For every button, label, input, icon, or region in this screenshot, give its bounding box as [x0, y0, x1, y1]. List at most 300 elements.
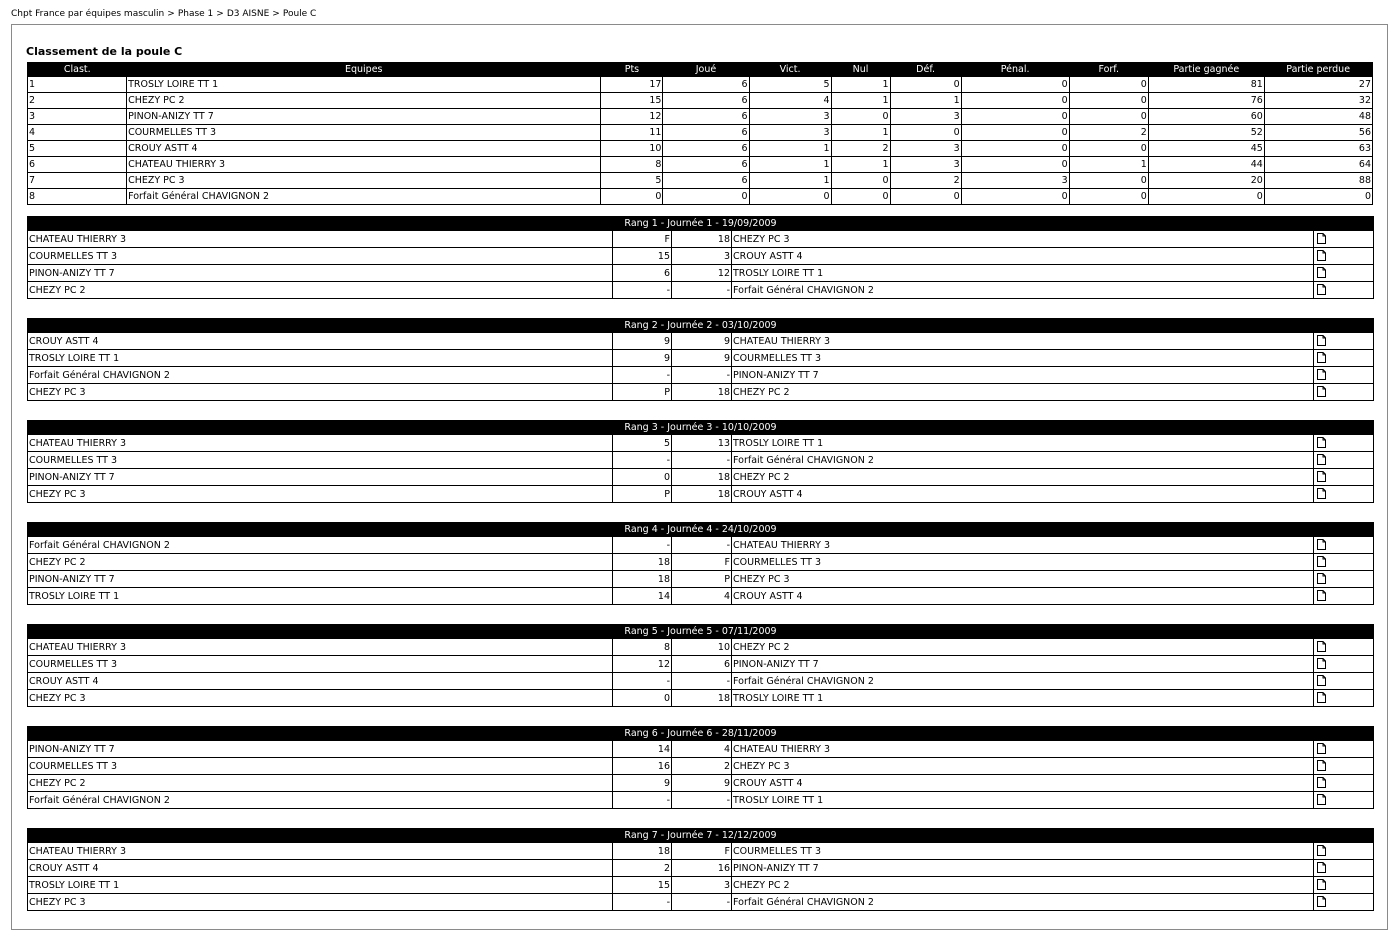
away-score: 3	[672, 877, 732, 894]
team-name-cell: PINON-ANIZY TT 7	[127, 109, 601, 125]
home-team: CROUY ASTT 4	[28, 860, 613, 877]
breadcrumb-item: Poule C	[282, 9, 317, 19]
away-team: Forfait Général CHAVIGNON 2	[732, 673, 1314, 690]
match-row	[28, 469, 1374, 486]
away-team: TROSLY LOIRE TT 1	[732, 265, 1314, 282]
ranking-value-cell: 0	[1069, 93, 1148, 109]
table-row	[28, 157, 1373, 173]
ranking-value-cell: 3	[28, 109, 127, 125]
ranking-value-cell: 20	[1148, 173, 1264, 189]
home-team: CHATEAU THIERRY 3	[28, 639, 613, 656]
round-table	[27, 726, 1374, 809]
ranking-header-cell: Pénal.	[961, 63, 1069, 77]
away-score: 3	[672, 248, 732, 265]
ranking-value-cell: 44	[1148, 157, 1264, 173]
home-score: -	[613, 282, 672, 299]
ranking-value-cell: 10	[601, 141, 663, 157]
match-sheet-cell[interactable]	[1314, 469, 1374, 486]
ranking-value-cell: 0	[831, 109, 890, 125]
away-team: Forfait Général CHAVIGNON 2	[732, 282, 1314, 299]
ranking-value-cell: 4	[28, 125, 127, 141]
home-score: 6	[613, 265, 672, 282]
match-row	[28, 486, 1374, 503]
ranking-header-cell: Nul	[831, 63, 890, 77]
ranking-value-cell: 4	[749, 93, 831, 109]
away-score: F	[672, 554, 732, 571]
match-sheet-cell[interactable]	[1314, 860, 1374, 877]
ranking-value-cell: 1	[831, 157, 890, 173]
ranking-value-cell: 2	[28, 93, 127, 109]
match-row	[28, 554, 1374, 571]
ranking-value-cell: 76	[1148, 93, 1264, 109]
away-score: F	[672, 843, 732, 860]
away-team: CHEZY PC 2	[732, 469, 1314, 486]
away-score: 13	[672, 435, 732, 452]
home-team: COURMELLES TT 3	[28, 656, 613, 673]
match-sheet-cell[interactable]	[1314, 486, 1374, 503]
match-sheet-cell[interactable]	[1314, 554, 1374, 571]
table-row	[28, 93, 1373, 109]
away-score: 2	[672, 758, 732, 775]
home-score: 9	[613, 775, 672, 792]
ranking-value-cell: 2	[831, 141, 890, 157]
ranking-value-cell: 0	[961, 157, 1069, 173]
breadcrumb-separator: >	[216, 9, 224, 19]
table-row	[28, 77, 1373, 93]
home-team: CHATEAU THIERRY 3	[28, 231, 613, 248]
ranking-value-cell: 11	[601, 125, 663, 141]
ranking-value-cell: 3	[890, 157, 961, 173]
home-score: F	[613, 231, 672, 248]
home-team: COURMELLES TT 3	[28, 452, 613, 469]
ranking-value-cell: 5	[749, 77, 831, 93]
ranking-value-cell: 0	[961, 93, 1069, 109]
match-row	[28, 367, 1374, 384]
away-score: -	[672, 537, 732, 554]
match-sheet-cell[interactable]	[1314, 741, 1374, 758]
ranking-value-cell: 0	[890, 189, 961, 205]
ranking-value-cell: 12	[601, 109, 663, 125]
round-header-row	[28, 523, 1374, 537]
match-row	[28, 894, 1374, 911]
home-score: 15	[613, 877, 672, 894]
breadcrumb-item[interactable]: Phase 1	[177, 9, 214, 19]
away-team: TROSLY LOIRE TT 1	[732, 690, 1314, 707]
away-team: COURMELLES TT 3	[732, 843, 1314, 860]
home-score: 18	[613, 554, 672, 571]
ranking-value-cell: 3	[890, 141, 961, 157]
ranking-header-cell: Forf.	[1069, 63, 1148, 77]
home-score: 8	[613, 639, 672, 656]
away-team: CHEZY PC 2	[732, 877, 1314, 894]
team-name-cell: CROUY ASTT 4	[127, 141, 601, 157]
ranking-value-cell: 0	[601, 189, 663, 205]
match-sheet-cell[interactable]	[1314, 690, 1374, 707]
away-score: 4	[672, 741, 732, 758]
home-team: COURMELLES TT 3	[28, 248, 613, 265]
ranking-value-cell: 1	[890, 93, 961, 109]
match-sheet-cell[interactable]	[1314, 758, 1374, 775]
ranking-value-cell: 88	[1264, 173, 1372, 189]
home-team: CHATEAU THIERRY 3	[28, 843, 613, 860]
ranking-value-cell: 0	[663, 189, 749, 205]
round-title: Rang 5 - Journée 5 - 07/11/2009	[28, 625, 1374, 639]
match-row	[28, 282, 1374, 299]
match-sheet-cell[interactable]	[1314, 775, 1374, 792]
ranking-value-cell: 2	[890, 173, 961, 189]
home-team: Forfait Général CHAVIGNON 2	[28, 537, 613, 554]
away-team: CHEZY PC 3	[732, 571, 1314, 588]
home-team: CROUY ASTT 4	[28, 673, 613, 690]
match-row	[28, 673, 1374, 690]
away-score: 9	[672, 333, 732, 350]
away-team: Forfait Général CHAVIGNON 2	[732, 894, 1314, 911]
table-row	[28, 173, 1373, 189]
home-team: CROUY ASTT 4	[28, 333, 613, 350]
away-team: CHEZY PC 3	[732, 231, 1314, 248]
match-sheet-cell[interactable]	[1314, 639, 1374, 656]
ranking-header-cell: Partie gagnée	[1148, 63, 1264, 77]
match-row	[28, 775, 1374, 792]
ranking-value-cell: 0	[890, 125, 961, 141]
away-team: CHATEAU THIERRY 3	[732, 333, 1314, 350]
away-team: CROUY ASTT 4	[732, 588, 1314, 605]
breadcrumb-separator: >	[272, 9, 280, 19]
match-sheet-cell[interactable]	[1314, 333, 1374, 350]
match-row	[28, 435, 1374, 452]
round-header-row	[28, 829, 1374, 843]
match-row	[28, 571, 1374, 588]
ranking-value-cell: 0	[831, 189, 890, 205]
home-score: 14	[613, 741, 672, 758]
round-table	[27, 828, 1374, 911]
round-header-row	[28, 727, 1374, 741]
match-row	[28, 384, 1374, 401]
ranking-value-cell: 0	[1264, 189, 1372, 205]
match-sheet-cell[interactable]	[1314, 894, 1374, 911]
home-score: 2	[613, 860, 672, 877]
home-team: CHEZY PC 3	[28, 690, 613, 707]
table-row	[28, 189, 1373, 205]
home-score: -	[613, 537, 672, 554]
match-row	[28, 843, 1374, 860]
match-row	[28, 639, 1374, 656]
ranking-value-cell: 6	[663, 157, 749, 173]
match-sheet-cell[interactable]	[1314, 537, 1374, 554]
away-team: TROSLY LOIRE TT 1	[732, 792, 1314, 809]
breadcrumb-item[interactable]: Chpt France par équipes masculin	[11, 9, 165, 19]
match-sheet-cell[interactable]	[1314, 571, 1374, 588]
match-row	[28, 231, 1374, 248]
ranking-value-cell: 3	[749, 109, 831, 125]
ranking-header-cell: Equipes	[127, 63, 601, 77]
ranking-value-cell: 0	[1148, 189, 1264, 205]
ranking-value-cell: 1	[1069, 157, 1148, 173]
team-name-cell: CHATEAU THIERRY 3	[127, 157, 601, 173]
away-team: PINON-ANIZY TT 7	[732, 367, 1314, 384]
round-title: Rang 3 - Journée 3 - 10/10/2009	[28, 421, 1374, 435]
away-team: CHEZY PC 3	[732, 758, 1314, 775]
match-sheet-cell[interactable]	[1314, 367, 1374, 384]
match-sheet-cell[interactable]	[1314, 877, 1374, 894]
ranking-value-cell: 0	[961, 141, 1069, 157]
ranking-value-cell: 0	[1069, 189, 1148, 205]
away-score: -	[672, 452, 732, 469]
round-table	[27, 624, 1374, 707]
team-name-cell: CHEZY PC 2	[127, 93, 601, 109]
ranking-value-cell: 3	[749, 125, 831, 141]
round-header-row	[28, 319, 1374, 333]
ranking-value-cell: 6	[663, 125, 749, 141]
home-team: CHEZY PC 2	[28, 554, 613, 571]
breadcrumb	[11, 9, 316, 19]
away-score: -	[672, 792, 732, 809]
ranking-value-cell: 56	[1264, 125, 1372, 141]
ranking-value-cell: 5	[601, 173, 663, 189]
home-score: 15	[613, 248, 672, 265]
match-sheet-cell[interactable]	[1314, 384, 1374, 401]
ranking-header-cell: Déf.	[890, 63, 961, 77]
ranking-value-cell: 6	[663, 93, 749, 109]
home-team: TROSLY LOIRE TT 1	[28, 877, 613, 894]
ranking-value-cell: 60	[1148, 109, 1264, 125]
table-row	[28, 125, 1373, 141]
round-title: Rang 4 - Journée 4 - 24/10/2009	[28, 523, 1374, 537]
away-score: 16	[672, 860, 732, 877]
ranking-value-cell: 0	[1069, 141, 1148, 157]
match-row	[28, 758, 1374, 775]
match-row	[28, 860, 1374, 877]
ranking-value-cell: 0	[961, 109, 1069, 125]
home-score: -	[613, 673, 672, 690]
team-name-cell: CHEZY PC 3	[127, 173, 601, 189]
ranking-value-cell: 6	[663, 173, 749, 189]
away-team: COURMELLES TT 3	[732, 350, 1314, 367]
ranking-value-cell: 15	[601, 93, 663, 109]
ranking-value-cell: 3	[890, 109, 961, 125]
ranking-value-cell: 5	[28, 141, 127, 157]
ranking-value-cell: 0	[749, 189, 831, 205]
round-table	[27, 522, 1374, 605]
ranking-value-cell: 1	[831, 93, 890, 109]
match-sheet-cell[interactable]	[1314, 231, 1374, 248]
match-sheet-cell[interactable]	[1314, 435, 1374, 452]
round-header-row	[28, 625, 1374, 639]
away-team: Forfait Général CHAVIGNON 2	[732, 452, 1314, 469]
home-team: CHEZY PC 3	[28, 486, 613, 503]
ranking-value-cell: 1	[749, 141, 831, 157]
ranking-value-cell: 17	[601, 77, 663, 93]
breadcrumb-item[interactable]: D3 AISNE	[226, 9, 270, 19]
home-team: PINON-ANIZY TT 7	[28, 469, 613, 486]
away-score: -	[672, 673, 732, 690]
away-team: COURMELLES TT 3	[732, 554, 1314, 571]
away-score: 9	[672, 350, 732, 367]
home-score: 18	[613, 571, 672, 588]
home-team: TROSLY LOIRE TT 1	[28, 350, 613, 367]
page-title: Classement de la poule C	[26, 45, 183, 58]
ranking-value-cell: 27	[1264, 77, 1372, 93]
home-team: Forfait Général CHAVIGNON 2	[28, 367, 613, 384]
match-row	[28, 877, 1374, 894]
home-score: 0	[613, 469, 672, 486]
ranking-header-cell: Clast.	[28, 63, 127, 77]
table-row	[28, 141, 1373, 157]
home-team: CHEZY PC 3	[28, 384, 613, 401]
home-score: -	[613, 792, 672, 809]
round-table	[27, 420, 1374, 503]
away-score: 18	[672, 690, 732, 707]
round-title: Rang 2 - Journée 2 - 03/10/2009	[28, 319, 1374, 333]
round-table	[27, 216, 1374, 299]
home-team: CHEZY PC 2	[28, 282, 613, 299]
away-team: CHEZY PC 2	[732, 384, 1314, 401]
away-score: 12	[672, 265, 732, 282]
ranking-value-cell: 0	[1069, 77, 1148, 93]
match-sheet-cell[interactable]	[1314, 248, 1374, 265]
round-header-row	[28, 217, 1374, 231]
away-team: CROUY ASTT 4	[732, 486, 1314, 503]
ranking-value-cell: 2	[1069, 125, 1148, 141]
away-score: 9	[672, 775, 732, 792]
home-score: 0	[613, 690, 672, 707]
ranking-value-cell: 32	[1264, 93, 1372, 109]
match-row	[28, 741, 1374, 758]
ranking-header-cell: Partie perdue	[1264, 63, 1372, 77]
ranking-value-cell: 1	[831, 77, 890, 93]
ranking-value-cell: 6	[663, 109, 749, 125]
ranking-value-cell: 48	[1264, 109, 1372, 125]
home-score: 14	[613, 588, 672, 605]
ranking-value-cell: 1	[831, 125, 890, 141]
home-score: P	[613, 384, 672, 401]
match-row	[28, 265, 1374, 282]
ranking-header-cell: Joué	[663, 63, 749, 77]
ranking-value-cell: 0	[831, 173, 890, 189]
ranking-value-cell: 81	[1148, 77, 1264, 93]
team-name-cell: COURMELLES TT 3	[127, 125, 601, 141]
match-sheet-cell[interactable]	[1314, 792, 1374, 809]
match-row	[28, 792, 1374, 809]
home-team: CHEZY PC 2	[28, 775, 613, 792]
match-row	[28, 350, 1374, 367]
away-team: CROUY ASTT 4	[732, 775, 1314, 792]
ranking-value-cell: 64	[1264, 157, 1372, 173]
match-sheet-cell[interactable]	[1314, 282, 1374, 299]
ranking-table	[27, 62, 1373, 205]
ranking-value-cell: 0	[1069, 109, 1148, 125]
home-score: 5	[613, 435, 672, 452]
team-name-cell: Forfait Général CHAVIGNON 2	[127, 189, 601, 205]
home-score: -	[613, 894, 672, 911]
ranking-value-cell: 0	[961, 189, 1069, 205]
home-team: COURMELLES TT 3	[28, 758, 613, 775]
round-title: Rang 1 - Journée 1 - 19/09/2009	[28, 217, 1374, 231]
match-row	[28, 537, 1374, 554]
round-table	[27, 318, 1374, 401]
away-score: 18	[672, 469, 732, 486]
away-team: PINON-ANIZY TT 7	[732, 860, 1314, 877]
table-row	[28, 109, 1373, 125]
ranking-value-cell: 52	[1148, 125, 1264, 141]
home-team: TROSLY LOIRE TT 1	[28, 588, 613, 605]
ranking-header-cell: Pts	[601, 63, 663, 77]
away-team: PINON-ANIZY TT 7	[732, 656, 1314, 673]
away-score: -	[672, 282, 732, 299]
away-score: 10	[672, 639, 732, 656]
match-row	[28, 690, 1374, 707]
home-score: 9	[613, 350, 672, 367]
away-team: TROSLY LOIRE TT 1	[732, 435, 1314, 452]
round-title: Rang 6 - Journée 6 - 28/11/2009	[28, 727, 1374, 741]
breadcrumb-separator: >	[167, 9, 175, 19]
home-score: 18	[613, 843, 672, 860]
home-score: -	[613, 367, 672, 384]
match-sheet-cell[interactable]	[1314, 588, 1374, 605]
home-score: 16	[613, 758, 672, 775]
match-sheet-cell[interactable]	[1314, 350, 1374, 367]
home-score: 9	[613, 333, 672, 350]
away-score: 18	[672, 384, 732, 401]
ranking-value-cell: 1	[749, 173, 831, 189]
ranking-value-cell: 63	[1264, 141, 1372, 157]
away-score: 18	[672, 231, 732, 248]
home-score: P	[613, 486, 672, 503]
away-score: -	[672, 367, 732, 384]
home-team: CHATEAU THIERRY 3	[28, 435, 613, 452]
match-row	[28, 656, 1374, 673]
match-sheet-cell[interactable]	[1314, 265, 1374, 282]
match-sheet-cell[interactable]	[1314, 843, 1374, 860]
ranking-value-cell: 6	[663, 141, 749, 157]
team-name-cell: TROSLY LOIRE TT 1	[127, 77, 601, 93]
home-team: PINON-ANIZY TT 7	[28, 265, 613, 282]
round-header-row	[28, 421, 1374, 435]
away-score: 6	[672, 656, 732, 673]
away-team: CHEZY PC 2	[732, 639, 1314, 656]
ranking-value-cell: 0	[890, 77, 961, 93]
away-score: P	[672, 571, 732, 588]
away-score: 18	[672, 486, 732, 503]
match-row	[28, 333, 1374, 350]
ranking-value-cell: 0	[961, 77, 1069, 93]
ranking-value-cell: 6	[28, 157, 127, 173]
home-team: CHEZY PC 3	[28, 894, 613, 911]
ranking-header-row	[28, 63, 1373, 77]
ranking-value-cell: 8	[601, 157, 663, 173]
match-row	[28, 248, 1374, 265]
away-score: 4	[672, 588, 732, 605]
match-sheet-cell[interactable]	[1314, 656, 1374, 673]
ranking-value-cell: 45	[1148, 141, 1264, 157]
ranking-value-cell: 3	[961, 173, 1069, 189]
home-score: -	[613, 452, 672, 469]
home-score: 12	[613, 656, 672, 673]
match-row	[28, 452, 1374, 469]
ranking-value-cell: 0	[961, 125, 1069, 141]
ranking-value-cell: 1	[28, 77, 127, 93]
ranking-value-cell: 8	[28, 189, 127, 205]
match-row	[28, 588, 1374, 605]
ranking-value-cell: 1	[749, 157, 831, 173]
round-title: Rang 7 - Journée 7 - 12/12/2009	[28, 829, 1374, 843]
away-team: CHATEAU THIERRY 3	[732, 537, 1314, 554]
match-sheet-cell[interactable]	[1314, 673, 1374, 690]
home-team: PINON-ANIZY TT 7	[28, 741, 613, 758]
match-sheet-cell[interactable]	[1314, 452, 1374, 469]
home-team: Forfait Général CHAVIGNON 2	[28, 792, 613, 809]
home-team: PINON-ANIZY TT 7	[28, 571, 613, 588]
